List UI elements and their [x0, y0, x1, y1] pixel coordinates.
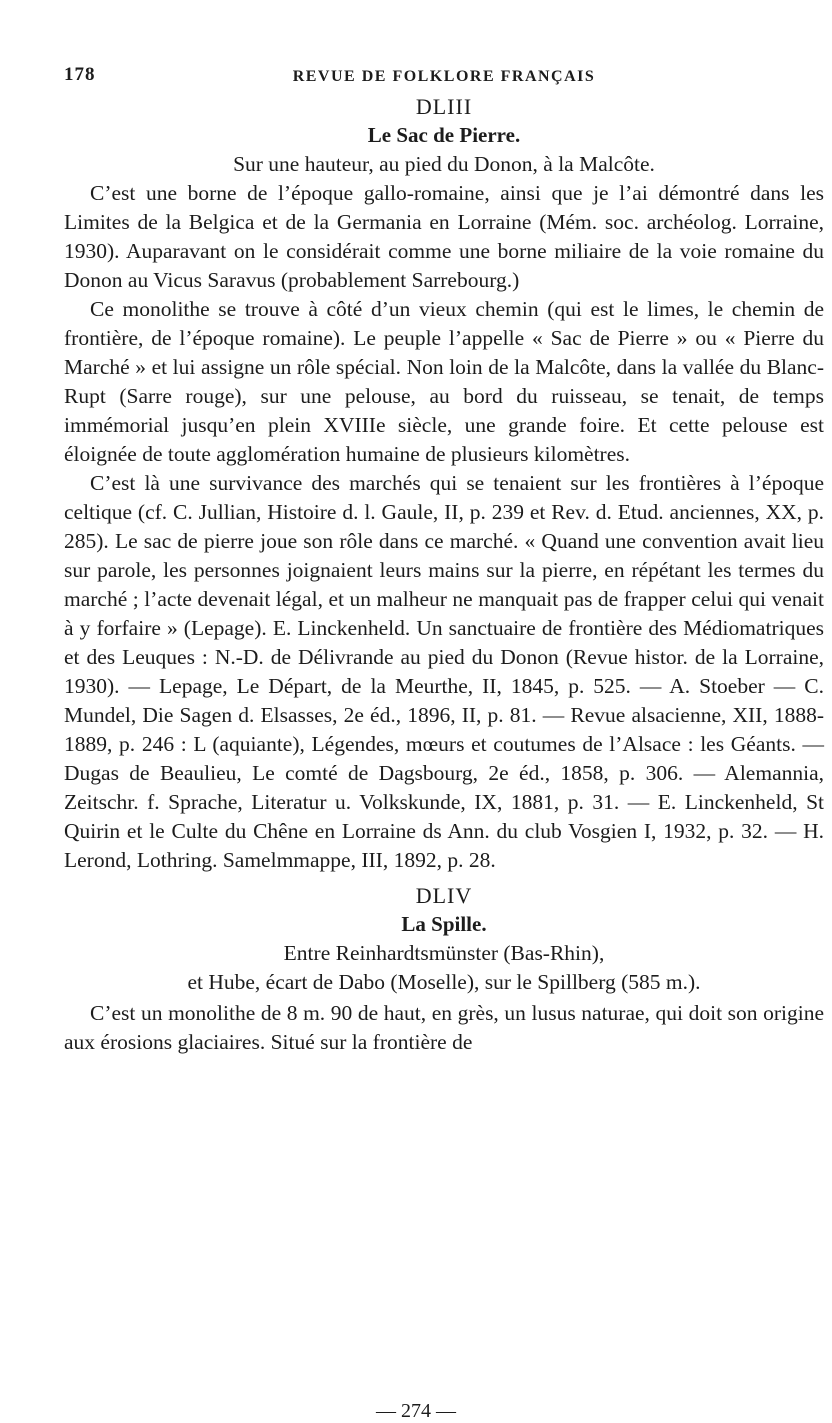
entry-location: Sur une hauteur, au pied du Donon, à la Malcôte. [233, 152, 655, 176]
entry-location: et Hube, écart de Dabo (Moselle), sur le Spillberg (585 m.). [187, 970, 701, 994]
paragraph: C’est une borne de l’époque gallo-romaine, ainsi que je l’ai démontré dans les Limites de la Belgica et de la Germania en Lorraine (Mém. soc. archéolog. Lorraine, 1930). Auparavant on le considérait comme une borne miliaire de la voie romaine du Donon au Vicus Saravus (probablement Sarrebourg.) [64, 181, 824, 292]
entry-numeral: DLIII [415, 94, 473, 119]
paragraph: C’est là une survivance des marchés qui se tenaient sur les frontières à l’époque celtique (cf. C. Jullian, Histoire d. l. Gaule, II, p. 239 et Rev. d. Etud. anciennes, XX, p. 285). Le sac de pierre joue son rôle dans ce marché. « Quand une convention avait lieu sur parole, les personnes joignaient leurs mains sur la pierre, en répétant les termes du marché ; l’acte devenait légal, et un malheur ne manquait pas de frapper celui qui venait à y forfaire » (Lepage). E. Linckenheld. Un sanctuaire de frontière des Médiomatriques et des Leuques : N.-D. de Délivrande au pied du Donon (Revue histor. de la Lorraine, 1930). — Lepage, Le Départ, de la Meurthe, II, 1845, p. 525. — A. Stoeber — C. Mundel, Die Sagen d. Elsasses, 2e éd., 1896, II, p. 81. — Revue alsacienne, XII, 1888-1889, p. 246 : L (aquiante), Légendes, mœurs et coutumes de l’Alsace : les Géants. — Dugas de Beaulieu, Le comté de Dagsbourg, 2e éd., 1858, p. 306. — Alemannia, Zeitschr. f. Sprache, Literatur u. Volkskunde, IX, 1881, p. 31. — E. Linckenheld, St Quirin et le Culte du Chêne en Lorraine ds Ann. du club Vosgien I, 1932, p. 32. — H. Lerond, Lothring. Samelmmappe, III, 1892, p. 28. [64, 471, 824, 872]
entry-title: La Spille. [401, 912, 487, 936]
folio-number: 178 [64, 64, 96, 85]
entry-location: Entre Reinhardtsmünster (Bas-Rhin), [283, 941, 605, 965]
entry-numeral: DLIV [415, 883, 473, 908]
entry-dliii [64, 92, 824, 875]
paragraph: C’est un monolithe de 8 m. 90 de haut, en grès, un lusus naturae, qui doit son origine aux érosions glaciaires. Situé sur la frontière de [64, 1001, 824, 1054]
journal-title: REVUE DE FOLKLORE FRANÇAIS [292, 68, 596, 85]
entry-dliv [64, 881, 824, 1057]
page-number: — 274 — [376, 1400, 456, 1422]
entry-title: Le Sac de Pierre. [367, 123, 521, 147]
running-header [64, 62, 824, 92]
paragraph: Ce monolithe se trouve à côté d’un vieux chemin (qui est le limes, le chemin de frontière, de l’époque romaine). Le peuple l’appelle « Sac de Pierre » ou « Pierre du Marché » et lui assigne un rôle spécial. Non loin de la Malcôte, dans la vallée du Blanc-Rupt (Sarre rouge), sur une pelouse, au bord du ruisseau, se tenait, de temps immémorial jusqu’en plein XVIIIe siècle, une grande foire. Et cette pelouse est éloignée de toute agglomération humaine de plusieurs kilomètres. [64, 297, 824, 466]
document-page [64, 62, 824, 1057]
